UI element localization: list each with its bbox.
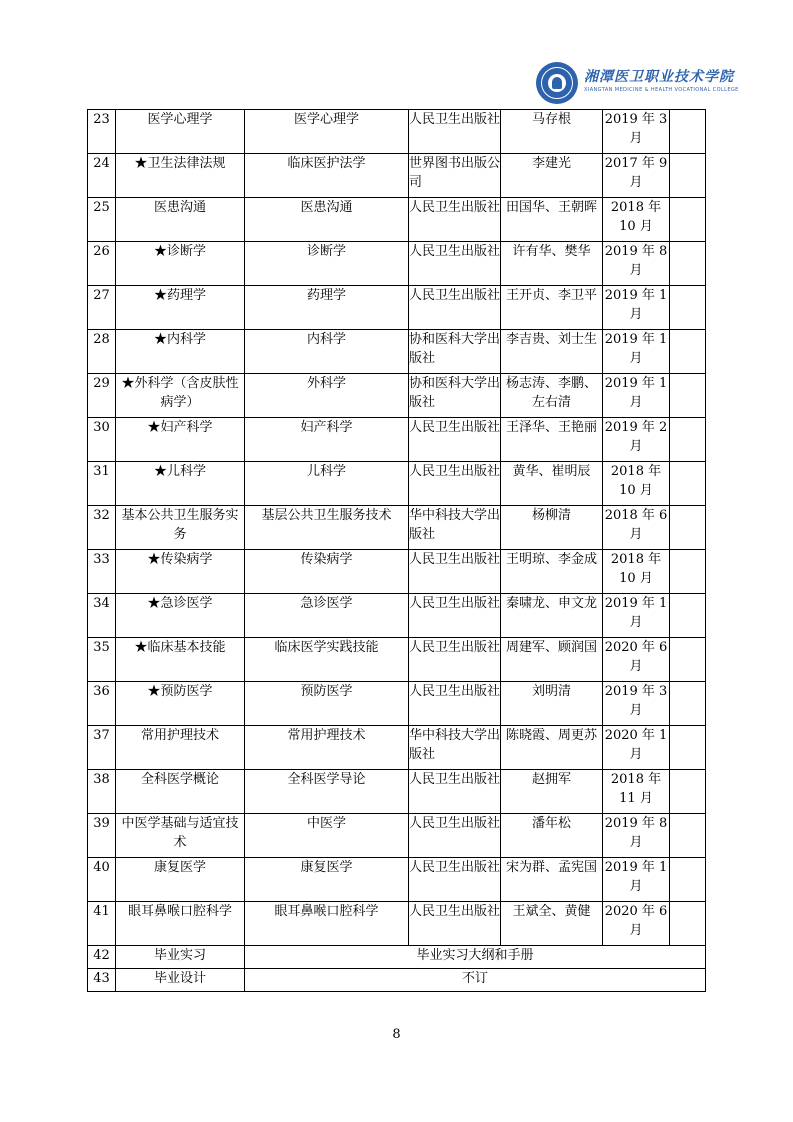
author: 杨柳清 xyxy=(501,506,603,550)
publish-date: 2017 年 9 月 xyxy=(603,154,670,198)
row-number: 35 xyxy=(88,638,116,682)
author: 杨志涛、李鹏、左右清 xyxy=(501,374,603,418)
publish-date: 2019 年 2 月 xyxy=(603,418,670,462)
textbook-name: 诊断学 xyxy=(245,242,409,286)
empty-cell xyxy=(670,682,706,726)
empty-cell xyxy=(670,418,706,462)
course-name: 康复医学 xyxy=(116,858,245,902)
publisher: 协和医科大学出版社 xyxy=(409,374,501,418)
table-row xyxy=(88,198,706,242)
publisher: 人民卫生出版社 xyxy=(409,814,501,858)
table-row xyxy=(88,682,706,726)
textbook-table xyxy=(87,109,706,992)
course-name: ★儿科学 xyxy=(116,462,245,506)
author: 李吉贵、刘士生 xyxy=(501,330,603,374)
author: 王斌全、黄健 xyxy=(501,902,603,946)
textbook-name: 传染病学 xyxy=(245,550,409,594)
author: 宋为群、孟宪国 xyxy=(501,858,603,902)
table-row xyxy=(88,506,706,550)
empty-cell xyxy=(670,594,706,638)
author: 潘年松 xyxy=(501,814,603,858)
publish-date: 2019 年 8 月 xyxy=(603,814,670,858)
table-row xyxy=(88,110,706,154)
author: 王明琼、李金成 xyxy=(501,550,603,594)
row-number: 30 xyxy=(88,418,116,462)
course-name: ★预防医学 xyxy=(116,682,245,726)
empty-cell xyxy=(670,286,706,330)
publish-date: 2019 年 1 月 xyxy=(603,330,670,374)
row-number: 34 xyxy=(88,594,116,638)
table-row xyxy=(88,969,706,992)
publisher: 协和医科大学出版社 xyxy=(409,330,501,374)
author: 陈晓霞、周更苏 xyxy=(501,726,603,770)
publish-date: 2019 年 1 月 xyxy=(603,374,670,418)
textbook-name: 急诊医学 xyxy=(245,594,409,638)
course-name: 医学心理学 xyxy=(116,110,245,154)
author: 马存根 xyxy=(501,110,603,154)
row-number: 42 xyxy=(88,946,116,969)
college-seal-icon xyxy=(536,62,578,104)
textbook-name: 临床医学实践技能 xyxy=(245,638,409,682)
course-name: ★内科学 xyxy=(116,330,245,374)
row-number: 41 xyxy=(88,902,116,946)
publish-date: 2018 年 10 月 xyxy=(603,462,670,506)
author: 王泽华、王艳丽 xyxy=(501,418,603,462)
publish-date: 2020 年 1 月 xyxy=(603,726,670,770)
empty-cell xyxy=(670,330,706,374)
empty-cell xyxy=(670,638,706,682)
publisher: 人民卫生出版社 xyxy=(409,242,501,286)
table-row xyxy=(88,770,706,814)
author: 秦啸龙、申文龙 xyxy=(501,594,603,638)
publish-date: 2019 年 1 月 xyxy=(603,858,670,902)
textbook-name: 眼耳鼻喉口腔科学 xyxy=(245,902,409,946)
empty-cell xyxy=(670,462,706,506)
table-row xyxy=(88,374,706,418)
empty-cell xyxy=(670,814,706,858)
publisher: 人民卫生出版社 xyxy=(409,418,501,462)
empty-cell xyxy=(670,110,706,154)
publisher: 人民卫生出版社 xyxy=(409,682,501,726)
logo-text-en: XIANGTAN MEDICINE & HEALTH VOCATIONAL COLLEGE xyxy=(584,87,739,93)
author: 李建光 xyxy=(501,154,603,198)
course-name: 医患沟通 xyxy=(116,198,245,242)
table-row xyxy=(88,286,706,330)
author: 田国华、王朝晖 xyxy=(501,198,603,242)
publisher: 人民卫生出版社 xyxy=(409,858,501,902)
empty-cell xyxy=(670,550,706,594)
textbook-name: 常用护理技术 xyxy=(245,726,409,770)
course-name: 常用护理技术 xyxy=(116,726,245,770)
row-number: 29 xyxy=(88,374,116,418)
author: 许有华、樊华 xyxy=(501,242,603,286)
author: 黄华、崔明辰 xyxy=(501,462,603,506)
textbook-name: 药理学 xyxy=(245,286,409,330)
course-name: ★卫生法律法规 xyxy=(116,154,245,198)
publish-date: 2020 年 6 月 xyxy=(603,638,670,682)
publish-date: 2018 年 6 月 xyxy=(603,506,670,550)
textbook-name: 外科学 xyxy=(245,374,409,418)
publish-date: 2019 年 1 月 xyxy=(603,594,670,638)
publish-date: 2019 年 1 月 xyxy=(603,286,670,330)
empty-cell xyxy=(670,242,706,286)
course-name: ★妇产科学 xyxy=(116,418,245,462)
course-name: ★急诊医学 xyxy=(116,594,245,638)
textbook-name: 预防医学 xyxy=(245,682,409,726)
publisher: 人民卫生出版社 xyxy=(409,110,501,154)
course-name: 中医学基础与适宜技术 xyxy=(116,814,245,858)
publish-date: 2020 年 6 月 xyxy=(603,902,670,946)
empty-cell xyxy=(670,506,706,550)
author: 王开贞、李卫平 xyxy=(501,286,603,330)
textbook-name: 中医学 xyxy=(245,814,409,858)
textbook-name: 基层公共卫生服务技术 xyxy=(245,506,409,550)
row-number: 36 xyxy=(88,682,116,726)
empty-cell xyxy=(670,770,706,814)
row-number: 43 xyxy=(88,969,116,992)
course-name: ★外科学（含皮肤性病学） xyxy=(116,374,245,418)
row-number: 26 xyxy=(88,242,116,286)
table-row xyxy=(88,638,706,682)
course-name: 毕业设计 xyxy=(116,969,245,992)
empty-cell xyxy=(670,858,706,902)
row-number: 23 xyxy=(88,110,116,154)
row-number: 39 xyxy=(88,814,116,858)
merged-content: 毕业实习大纲和手册 xyxy=(245,946,706,969)
row-number: 37 xyxy=(88,726,116,770)
publisher: 人民卫生出版社 xyxy=(409,770,501,814)
row-number: 31 xyxy=(88,462,116,506)
course-name: 基本公共卫生服务实务 xyxy=(116,506,245,550)
row-number: 40 xyxy=(88,858,116,902)
row-number: 32 xyxy=(88,506,116,550)
publish-date: 2019 年 8 月 xyxy=(603,242,670,286)
empty-cell xyxy=(670,726,706,770)
textbook-name: 儿科学 xyxy=(245,462,409,506)
table-row xyxy=(88,946,706,969)
publisher: 世界图书出版公司 xyxy=(409,154,501,198)
publish-date: 2019 年 3 月 xyxy=(603,110,670,154)
publisher: 人民卫生出版社 xyxy=(409,902,501,946)
publish-date: 2018 年 11 月 xyxy=(603,770,670,814)
table-row xyxy=(88,902,706,946)
textbook-name: 临床医护法学 xyxy=(245,154,409,198)
empty-cell xyxy=(670,374,706,418)
author: 赵拥军 xyxy=(501,770,603,814)
row-number: 33 xyxy=(88,550,116,594)
merged-content: 不订 xyxy=(245,969,706,992)
table-row xyxy=(88,858,706,902)
empty-cell xyxy=(670,198,706,242)
publisher: 华中科技大学出版社 xyxy=(409,506,501,550)
table-row xyxy=(88,418,706,462)
textbook-name: 医患沟通 xyxy=(245,198,409,242)
table-row xyxy=(88,726,706,770)
course-name: ★诊断学 xyxy=(116,242,245,286)
author: 周建军、顾润国 xyxy=(501,638,603,682)
course-name: 全科医学概论 xyxy=(116,770,245,814)
row-number: 27 xyxy=(88,286,116,330)
row-number: 24 xyxy=(88,154,116,198)
course-name: ★传染病学 xyxy=(116,550,245,594)
table-row xyxy=(88,814,706,858)
row-number: 25 xyxy=(88,198,116,242)
table-row xyxy=(88,242,706,286)
course-name: 眼耳鼻喉口腔科学 xyxy=(116,902,245,946)
row-number: 38 xyxy=(88,770,116,814)
publisher: 华中科技大学出版社 xyxy=(409,726,501,770)
table-row xyxy=(88,154,706,198)
table-row xyxy=(88,330,706,374)
publish-date: 2018 年 10 月 xyxy=(603,198,670,242)
row-number: 28 xyxy=(88,330,116,374)
publisher: 人民卫生出版社 xyxy=(409,198,501,242)
publisher: 人民卫生出版社 xyxy=(409,594,501,638)
publisher: 人民卫生出版社 xyxy=(409,462,501,506)
course-name: ★药理学 xyxy=(116,286,245,330)
textbook-name: 医学心理学 xyxy=(245,110,409,154)
author: 刘明清 xyxy=(501,682,603,726)
empty-cell xyxy=(670,902,706,946)
table-row xyxy=(88,462,706,506)
publish-date: 2019 年 3 月 xyxy=(603,682,670,726)
textbook-name: 妇产科学 xyxy=(245,418,409,462)
page-number: 8 xyxy=(392,1027,401,1042)
empty-cell xyxy=(670,154,706,198)
publisher: 人民卫生出版社 xyxy=(409,638,501,682)
table-row xyxy=(88,594,706,638)
textbook-name: 全科医学导论 xyxy=(245,770,409,814)
textbook-name: 内科学 xyxy=(245,330,409,374)
publish-date: 2018 年 10 月 xyxy=(603,550,670,594)
course-name: ★临床基本技能 xyxy=(116,638,245,682)
publisher: 人民卫生出版社 xyxy=(409,286,501,330)
textbook-name: 康复医学 xyxy=(245,858,409,902)
course-name: 毕业实习 xyxy=(116,946,245,969)
table-row xyxy=(88,550,706,594)
publisher: 人民卫生出版社 xyxy=(409,550,501,594)
logo-text-cn: 湘潭医卫职业技术学院 xyxy=(584,69,734,85)
college-logo xyxy=(536,62,739,104)
